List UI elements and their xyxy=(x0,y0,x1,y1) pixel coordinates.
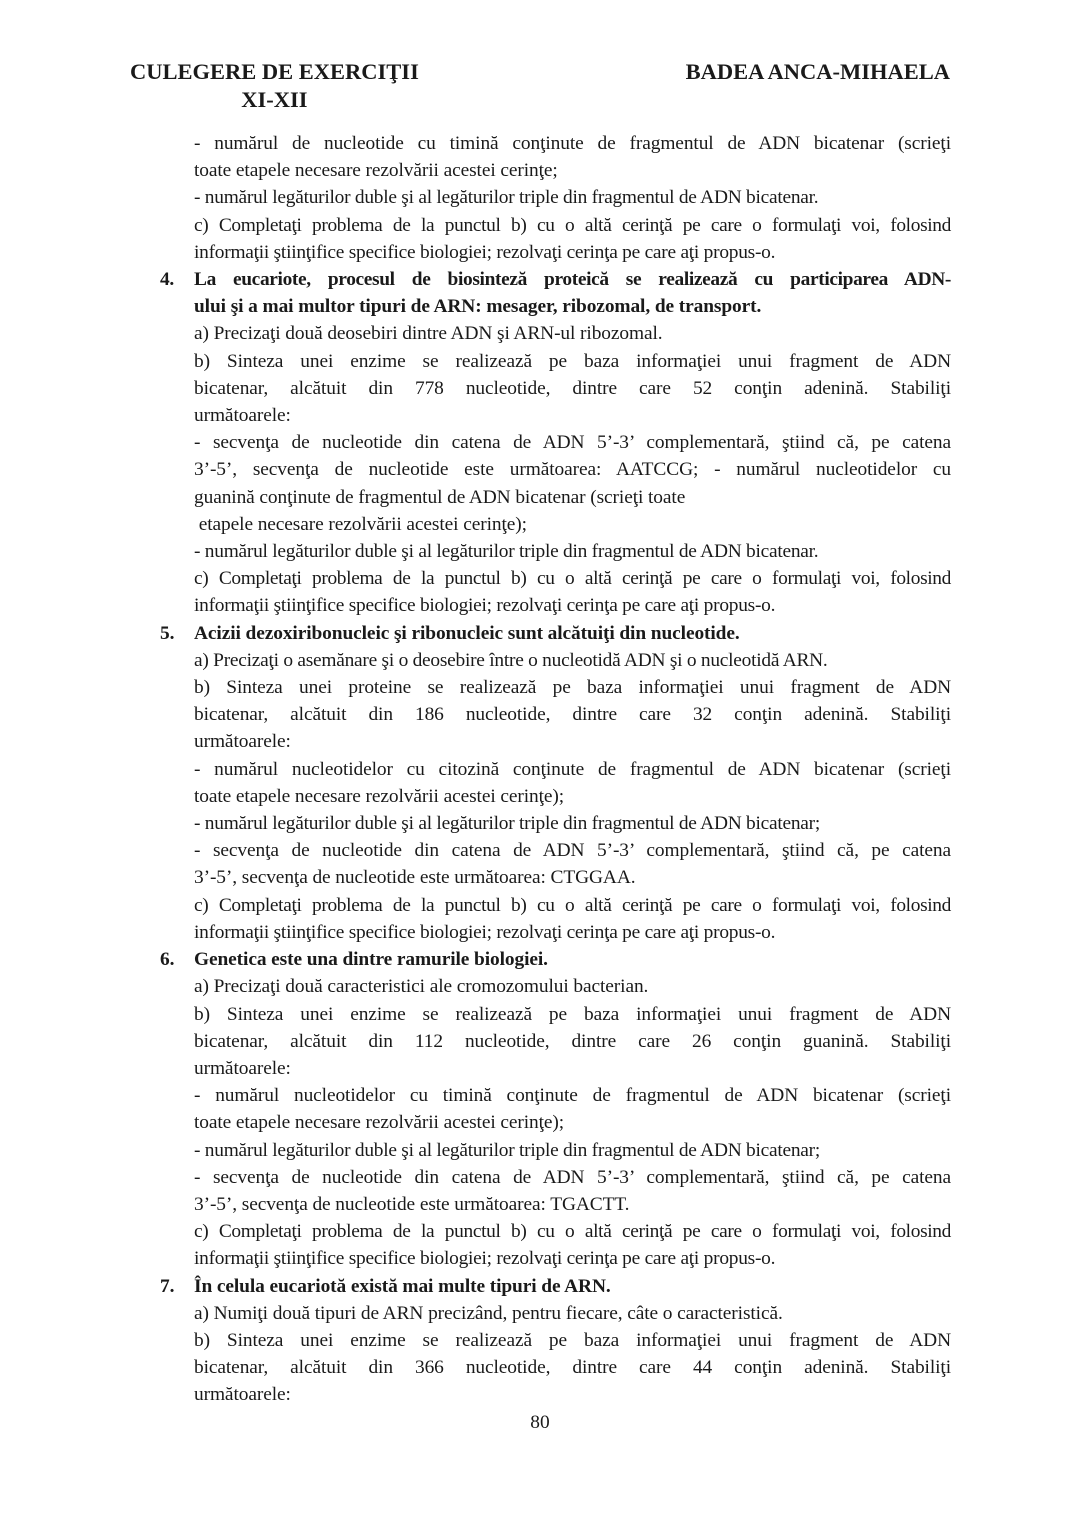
exercise-title-line xyxy=(160,1273,951,1300)
exercise-number: 5. xyxy=(160,622,175,644)
book-title-block xyxy=(130,58,419,114)
exercise-title: În celula eucariotă există mai multe tipuri de ARN. xyxy=(194,1275,611,1297)
text-line: următoarele: xyxy=(194,405,291,427)
text-line: - secvenţa de nucleotide din catena de ADN 5’-3’ complementară, ştiind că, pe catena xyxy=(194,840,951,862)
text-line: c) Completaţi problema de la punctul b) cu o altă cerinţă pe care o formulaţi voi, folosind xyxy=(194,568,951,590)
exercise-title-line: ului şi a mai multor tipuri de ARN: mesager, ribozomal, de transport. xyxy=(194,296,762,318)
exercise-title-line xyxy=(160,266,951,293)
exercise-title: Acizii dezoxiribonucleic şi ribonucleic sunt alcătuiţi din nucleotide. xyxy=(194,622,740,644)
text-line: - numărul legăturilor duble şi al legăturilor triple din fragmentul de ADN bicatenar. xyxy=(194,187,819,209)
page-body xyxy=(160,130,951,1409)
text-line: bicatenar, alcătuit din 112 nucleotide, dintre care 26 conţin guanină. Stabiliţi xyxy=(194,1030,951,1052)
text-line: a) Numiţi două tipuri de ARN precizând, pentru fiecare, câte o caracteristică. xyxy=(194,1302,783,1324)
text-line: b) Sinteza unei proteine se realizează pe baza informaţiei unui fragment de ADN xyxy=(194,677,951,699)
text-line: b) Sinteza unei enzime se realizează pe baza informaţiei unui fragment de ADN xyxy=(194,1003,951,1025)
text-line: - secvenţa de nucleotide din catena de ADN 5’-3’ complementară, ştiind că, pe catena xyxy=(194,432,951,454)
text-line: informaţii ştiinţifice specifice biologiei; rezolvaţi cerinţa pe care aţi propus-o. xyxy=(194,1248,776,1270)
text-line: - numărul legăturilor duble şi al legăturilor triple din fragmentul de ADN bicatenar; xyxy=(194,1139,820,1161)
text-line: c) Completaţi problema de la punctul b) cu o altă cerinţă pe care o formulaţi voi, folosind xyxy=(194,1221,951,1243)
book-title: CULEGERE DE EXERCIŢII xyxy=(130,59,419,84)
text-line: următoarele: xyxy=(194,1057,291,1079)
text-line: bicatenar, alcătuit din 778 nucleotide, dintre care 52 conţin adenină. Stabiliţi xyxy=(194,377,951,399)
exercise-number: 7. xyxy=(160,1275,175,1297)
exercise-7 xyxy=(160,1273,951,1409)
text-line: - numărul legăturilor duble şi al legăturilor triple din fragmentul de ADN bicatenar; xyxy=(194,813,820,835)
text-line: toate etapele necesare rezolvării acestei cerinţe); xyxy=(194,1112,565,1134)
text-line: toate etapele necesare rezolvării acestei cerinţe; xyxy=(194,160,558,182)
text-line: 3’-5’, secvenţa de nucleotide este următoarea: TGACTT. xyxy=(194,1193,630,1215)
text-line: b) Sinteza unei enzime se realizează pe baza informaţiei unui fragment de ADN xyxy=(194,350,951,372)
text-line: informaţii ştiinţifice specifice biologiei; rezolvaţi cerinţa pe care aţi propus-o. xyxy=(194,921,776,943)
text-line: - numărul nucleotidelor cu citozină conţinute de fragmentul de ADN bicatenar (scrieţi xyxy=(194,758,951,780)
exercise-number: 4. xyxy=(160,269,174,291)
text-line: - numărul de nucleotide cu timină conţinute de fragmentul de ADN bicatenar (scrieţi xyxy=(194,133,951,154)
text-line: informaţii ştiinţifice specifice biologiei; rezolvaţi cerinţa pe care aţi propus-o. xyxy=(194,595,776,617)
text-line: bicatenar, alcătuit din 186 nucleotide, dintre care 32 conţin adenină. Stabiliţi xyxy=(194,704,951,726)
exercise-title: La eucariote, procesul de biosinteză proteică se realizează cu participarea ADN- xyxy=(194,269,951,291)
page-footer xyxy=(0,1412,1080,1434)
text-line: a) Precizaţi o asemănare şi o deosebire între o nucleotidă ADN şi o nucleotidă ARN. xyxy=(194,649,828,671)
text-line: - numărul nucleotidelor cu timină conţinute de fragmentul de ADN bicatenar (scrieţi xyxy=(194,1085,951,1107)
exercise-6 xyxy=(160,946,951,1272)
text-line: următoarele: xyxy=(194,731,291,753)
text-line: a) Precizaţi două deosebiri dintre ADN şi ARN-ul ribozomal. xyxy=(194,323,663,345)
text-line: informaţii ştiinţifice specifice biologiei; rezolvaţi cerinţa pe care aţi propus-o. xyxy=(194,241,776,263)
text-line: a) Precizaţi două caracteristici ale cromozomului bacterian. xyxy=(194,976,649,998)
exercise-title-line xyxy=(160,946,951,973)
page-header xyxy=(130,58,950,114)
exercise-title: Genetica este una dintre ramurile biologiei. xyxy=(194,949,548,971)
exercise-continuation xyxy=(194,130,951,266)
text-line: următoarele: xyxy=(194,1384,291,1406)
text-line: guanină conţinute de fragmentul de ADN bicatenar (scrieţi toate xyxy=(194,486,686,508)
text-line: 3’-5’, secvenţa de nucleotide este următoarea: AATCCG; - numărul nucleotidelor cu xyxy=(194,459,951,481)
author-name: BADEA ANCA-MIHAELA xyxy=(685,59,950,84)
text-line: - secvenţa de nucleotide din catena de ADN 5’-3’ complementară, ştiind că, pe catena xyxy=(194,1166,951,1188)
book-subtitle: XI-XII xyxy=(241,87,308,112)
exercise-title-line xyxy=(160,620,951,647)
exercise-4 xyxy=(160,266,951,620)
text-line: - numărul legăturilor duble şi al legăturilor triple din fragmentul de ADN bicatenar. xyxy=(194,541,819,563)
page-number: 80 xyxy=(530,1412,550,1433)
text-line: c) Completaţi problema de la punctul b) cu o altă cerinţă pe care o formulaţi voi, folosind xyxy=(194,894,951,916)
exercise-5 xyxy=(160,620,951,946)
text-line: toate etapele necesare rezolvării acestei cerinţe); xyxy=(194,785,565,807)
text-line: 3’-5’, secvenţa de nucleotide este următoarea: CTGGAA. xyxy=(194,867,636,889)
text-line: b) Sinteza unei enzime se realizează pe baza informaţiei unui fragment de ADN xyxy=(194,1329,951,1351)
exercise-number: 6. xyxy=(160,949,175,971)
text-line: etapele necesare rezolvării acestei cerinţe); xyxy=(194,513,527,535)
text-line: bicatenar, alcătuit din 366 nucleotide, dintre care 44 conţin adenină. Stabiliţi xyxy=(194,1357,951,1379)
text-line: c) Completaţi problema de la punctul b) cu o altă cerinţă pe care o formulaţi voi, folosind xyxy=(194,214,951,236)
